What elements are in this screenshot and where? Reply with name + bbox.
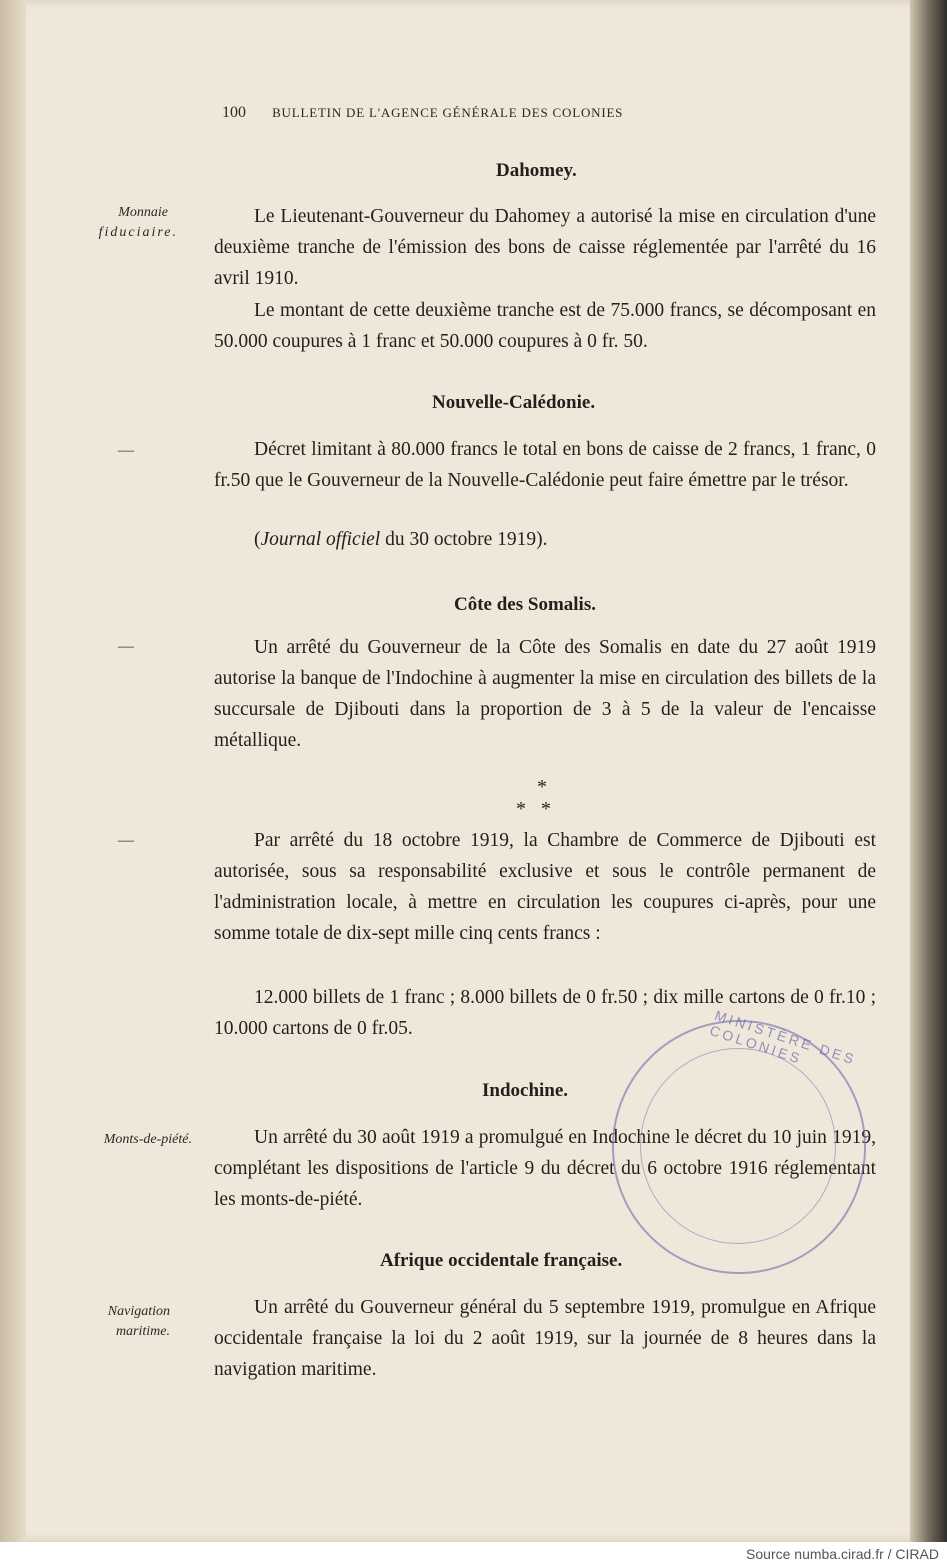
- margin-note-navigation: [62, 1302, 170, 1342]
- page-gutter-left: [0, 0, 26, 1542]
- paragraph-somalis-1: Un arrêté du Gouverneur de la Côte des Somalis en date du 27 août 1919 autorise la banque de l'Indochine à augmenter la mise en circulation des billets de la succursale de Djibouti dans la proportion de 3 à 5 de la valeur de l'encaisse métallique.: [214, 637, 876, 751]
- library-stamp: [612, 1006, 866, 1274]
- citation-open: (: [254, 529, 261, 550]
- page-number: 100: [222, 104, 246, 121]
- margin-note-line: Navigation: [107, 1304, 170, 1319]
- heading-aof: Afrique occidentale française.: [380, 1250, 623, 1271]
- margin-note-monts: Monts-de-piété.: [103, 1132, 192, 1147]
- margin-dash: —: [118, 442, 134, 459]
- paragraph-somalis-3: 12.000 billets de 1 franc ; 8.000 billets de 0 fr.50 ; dix mille cartons de 0 fr.10 ; 10.000 cartons de 0 fr.05.: [214, 987, 876, 1039]
- paragraph-dahomey-2: Le montant de cette deuxième tranche est de 75.000 francs, se décomposant en 50.000 coupures à 1 franc et 50.000 coupures à 0 fr. 50.: [214, 300, 876, 352]
- paragraph-aof-1: Un arrêté du Gouverneur général du 5 septembre 1919, promulgue en Afrique occidentale française la loi du 2 août 1919, sur la journée de 8 heures dans la navigation maritime.: [214, 1297, 876, 1380]
- asterism-top: *: [537, 776, 547, 798]
- paragraph-dahomey-1: Le Lieutenant-Gouverneur du Dahomey a autorisé la mise en circulation d'une deuxième tranche de l'émission des bons de caisse réglementée par l'arrêté du 16 avril 1910.: [214, 206, 876, 289]
- margin-note-line: fiduciaire.: [98, 225, 178, 240]
- source-citation: [214, 524, 876, 555]
- paragraph-caledonie-1: Décret limitant à 80.000 francs le total en bons de caisse de 2 francs, 1 franc, 0 fr.50 que le Gouverneur de la Nouvelle-Calédonie peut faire émettre par le trésor.: [214, 439, 876, 491]
- heading-dahomey: Dahomey.: [496, 160, 577, 181]
- margin-note-line: Monnaie: [118, 205, 168, 220]
- asterism-bottom: * *: [516, 798, 551, 820]
- margin-dash: —: [118, 638, 134, 655]
- stamp-text: MINISTÈRE DES COLONIES: [707, 1006, 859, 1068]
- source-credit: Source numba.cirad.fr / CIRAD: [746, 1546, 939, 1562]
- journal-title: BULLETIN DE L'AGENCE GÉNÉRALE DES COLONIES: [272, 105, 624, 120]
- citation-rest: du 30 octobre 1919).: [380, 529, 548, 550]
- stamp-inner-ring: [640, 1048, 836, 1244]
- book-edge-right: [910, 0, 947, 1566]
- paragraph-indochine-1: Un arrêté du 30 août 1919 a promulgué en Indochine le décret du 10 juin 1919, complétant les dispositions de l'article 9 du décret du 6 octobre 1916 réglementant les monts-de-piété.: [214, 1127, 876, 1210]
- running-head: [222, 104, 782, 122]
- citation-journal: Journal officiel: [260, 529, 381, 550]
- heading-somalis: Côte des Somalis.: [454, 594, 596, 615]
- heading-indochine: Indochine.: [482, 1080, 569, 1101]
- margin-note-line: maritime.: [115, 1324, 170, 1339]
- heading-caledonie: Nouvelle-Calédonie.: [432, 392, 596, 413]
- margin-note-monnaie: [62, 203, 178, 243]
- margin-dash: —: [118, 832, 134, 849]
- paragraph-somalis-2: Par arrêté du 18 octobre 1919, la Chambre de Commerce de Djibouti est autorisée, sous sa responsabilité exclusive et sous le contrôle permanent de l'administration locale, à mettre en circulation les coupures ci-après, pour une somme totale de dix-sept mille cinq cents francs :: [214, 830, 876, 944]
